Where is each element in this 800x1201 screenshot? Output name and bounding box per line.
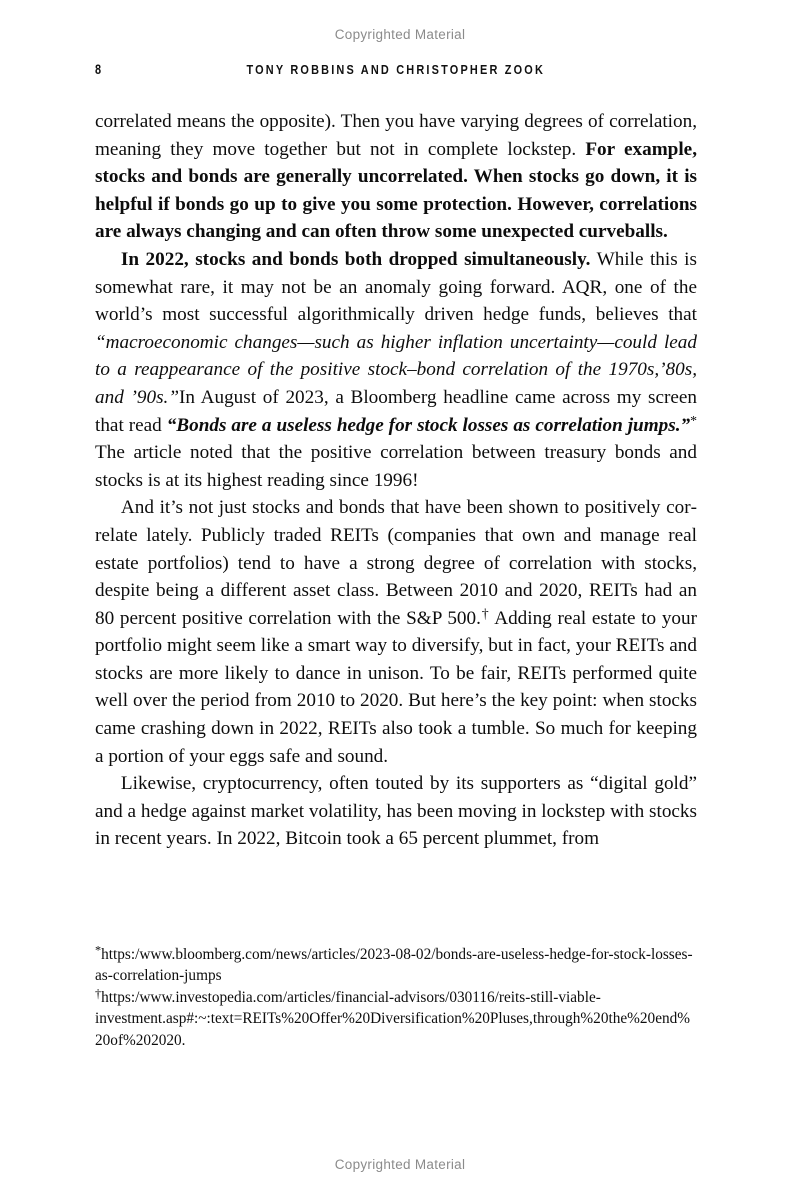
paragraph-3-text-before-marker: And it’s not just stocks and bonds that have been shown to positively correlate lately. Publicly traded REITs (companies that own and manage real estate portfolios) tend to have a strong degree of correlation with stocks, despite being a different asset class. Between 2010 and 2020, REITs had an 80 percent positive correlation with the S&P 500. — [95, 497, 697, 629]
copyright-watermark-top: Copyrighted Material — [334, 27, 466, 42]
footnote-1-symbol: * — [95, 943, 102, 958]
paragraph-2-bold-lead: In 2022, stocks and bonds both dropped simultaneously. — [120, 248, 591, 270]
footnote-2-text: https:/www.investopedia.com/articles/financial-advisors/030116/reits-still-viable-investment.asp#:~:text=REITs%20Offer%20Diversification%20Pluses,through%20the%20end%20of%202020. — [95, 988, 691, 1049]
paragraph-4-text: Likewise, cryptocurrency, often touted by its supporters as “digital gold” and a hedge against market volatility, has been moving in lockstep with stocks in recent years. In 2022, Bitcoin took a 65 percent plummet, from — [95, 773, 697, 850]
footnote-1-text: https:/www.bloomberg.com/news/articles/2023-08-02/bonds-are-useless-hedge-for-stock-losses-as-correlation-jumps — [95, 946, 693, 985]
paragraph-1-regular-lead: correlated means the opposite). Then you have varying degrees of correlation, meaning they move together but not in complete lockstep. — [95, 111, 697, 160]
paragraph-2-bold-italic-quote: “Bonds are a useless hedge for stock losses as correlation jumps.” — [166, 414, 691, 436]
paragraph-2-regular-2: In August of 2023, a Bloomberg headline came across my screen that read — [95, 386, 697, 436]
running-head — [95, 61, 697, 81]
footnote-1 — [95, 944, 697, 987]
footnote-marker-asterisk: * — [690, 412, 697, 428]
body-text-block — [95, 108, 697, 853]
paragraph-3 — [95, 494, 697, 770]
page-number: 8 — [95, 61, 102, 77]
paragraph-4 — [95, 770, 697, 853]
paragraph-1 — [95, 108, 697, 246]
paragraph-2-italic-quote: “macroeconomic changes—such as higher inflation uncertainty—could lead to a reappearance of the positive stock–bond correlation of the 1970s,’80s, and ’90s.” — [95, 331, 697, 408]
paragraph-1-bold-run: For example, stocks and bonds are generally uncorrelated. When stocks go down, it is helpful if bonds go up to give you some protection. However, correlations are always changing and can often throw some unexpected curveballs. — [95, 138, 697, 243]
footnote-2-symbol: † — [95, 986, 102, 1001]
paragraph-2-regular-3: The article noted that the positive correlation between treasury bonds and stocks is at its highest reading since 1996! — [95, 442, 697, 491]
running-head-title-text: TONY ROBBINS AND CHRISTOPHER ZOOK — [246, 62, 546, 77]
footnote-marker-dagger: † — [480, 605, 490, 621]
paragraph-2 — [95, 246, 697, 494]
paragraph-2-regular-1: While this is somewhat rare, it may not be an anomaly going forward. AQR, one of the world’s most successful algorithmically driven hedge funds, believes that — [95, 248, 697, 326]
paragraph-3-text-after-marker: Adding real estate to your portfolio might seem like a smart way to diversify, but in fact, your REITs and stocks are more likely to dance in unison. To be fair, REITs performed quite well over the period from 2010 to 2020. But here’s the key point: when stocks came crashing down in 2022, REITs also took a tumble. So much for keeping a portion of your eggs safe and sound. — [95, 607, 697, 767]
footnote-2 — [95, 987, 697, 1051]
copyright-watermark-bottom: Copyrighted Material — [334, 1157, 466, 1172]
footnote-block — [95, 944, 697, 1051]
running-head-title — [95, 62, 697, 77]
